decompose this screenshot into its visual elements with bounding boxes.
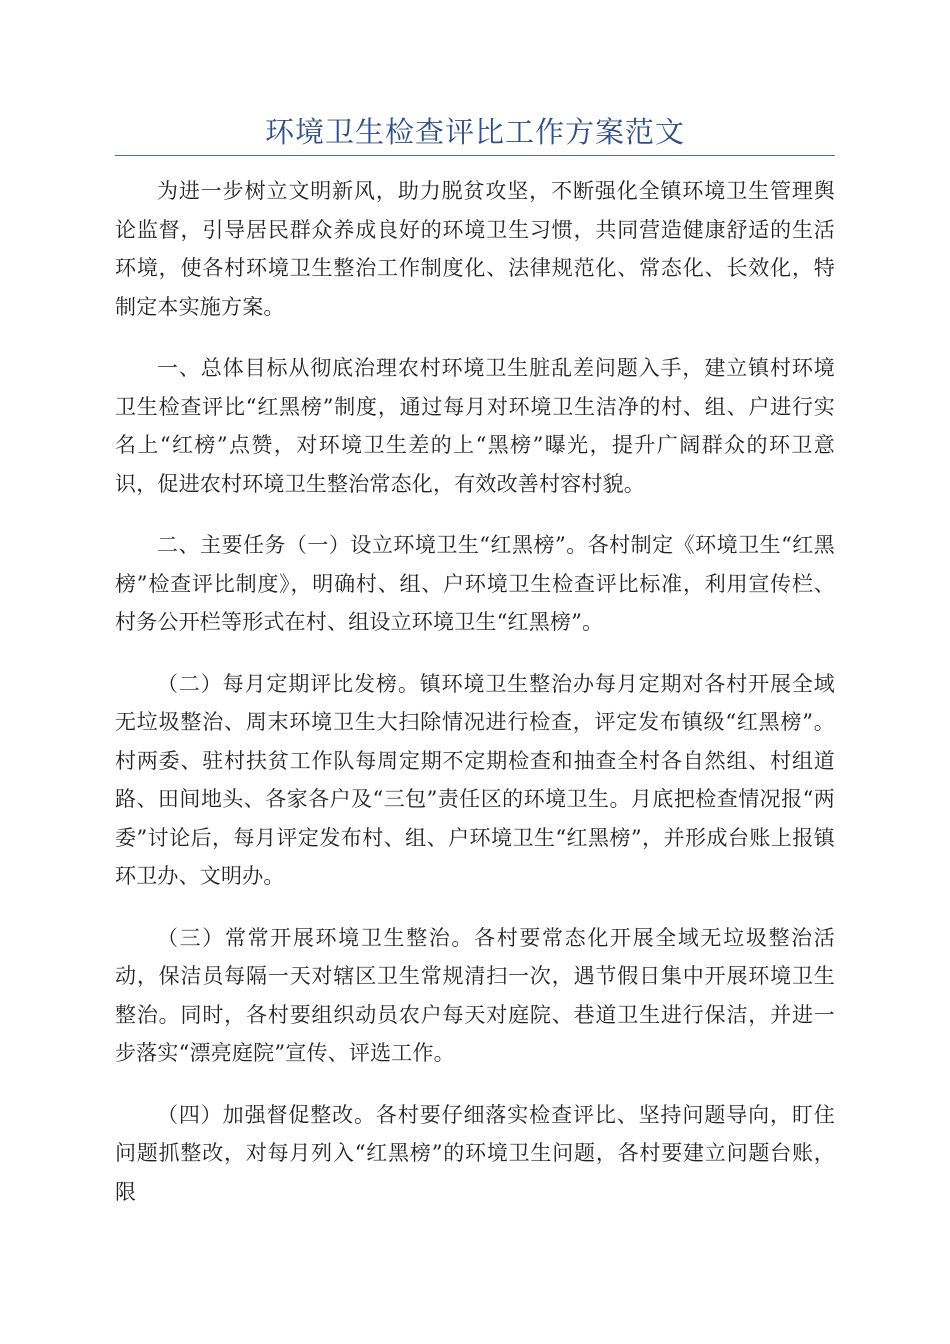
document-title: 环境卫生检查评比工作方案范文 xyxy=(264,115,685,149)
paragraph-regular-cleanup: （三）常常开展环境卫生整治。各村要常态化开展全域无垃圾整治活动，保洁员每隔一天对辖区卫生常规清扫一次，遇节假日集中开展环境卫生整治。同时，各村要组织动员农户每天对庭院、巷道卫生进行保洁，并进一步落实“漂亮庭院”宣传、评选工作。 xyxy=(115,925,835,1065)
paragraph-overall-goal: 一、总体目标从彻底治理农村环境卫生脏乱差问题入手，建立镇村环境卫生检查评比“红黑榜”制度，通过每月对环境卫生洁净的村、组、户进行实名上“红榜”点赞，对环境卫生差的上“黑榜”曝光，提升广阔群众的环卫意识，促进农村环境卫生整治常态化，有效改善村容村貌。 xyxy=(115,356,835,496)
paragraph-main-tasks: 二、主要任务（一）设立环境卫生“红黑榜”。各村制定《环境卫生“红黑榜”检查评比制度》，明确村、组、户环境卫生检查评比标准，利用宣传栏、村务公开栏等形式在村、组设立环境卫生“红黑榜”。 xyxy=(115,533,835,634)
paragraph-monthly-review: （二）每月定期评比发榜。镇环境卫生整治办每月定期对各村开展全域无垃圾整治、周末环境卫生大扫除情况进行检查，评定发布镇级“红黑榜”。村两委、驻村扶贫工作队每周定期不定期检查和抽查全村各自然组、村组道路、田间地头、各家各户及“三包”责任区的环境卫生。月底把检查情况报“两委”讨论后，每月评定发布村、组、户环境卫生“红黑榜”，并形成台账上报镇环卫办、文明办。 xyxy=(115,671,835,888)
document-body xyxy=(115,172,835,1234)
title-block xyxy=(115,112,835,156)
paragraph-intro: 为进一步树立文明新风，助力脱贫攻坚，不断强化全镇环境卫生管理舆论监督，引导居民群众养成良好的环境卫生习惯，共同营造健康舒适的生活环境，使各村环境卫生整治工作制度化、法律规范化、常态化、长效化，特制定本实施方案。 xyxy=(115,179,835,319)
paragraph-supervision: （四）加强督促整改。各村要仔细落实检查评比、坚持问题导向，盯住问题抓整改，对每月列入“红黑榜”的环境卫生问题，各村要建立问题台账，限 xyxy=(115,1102,835,1204)
